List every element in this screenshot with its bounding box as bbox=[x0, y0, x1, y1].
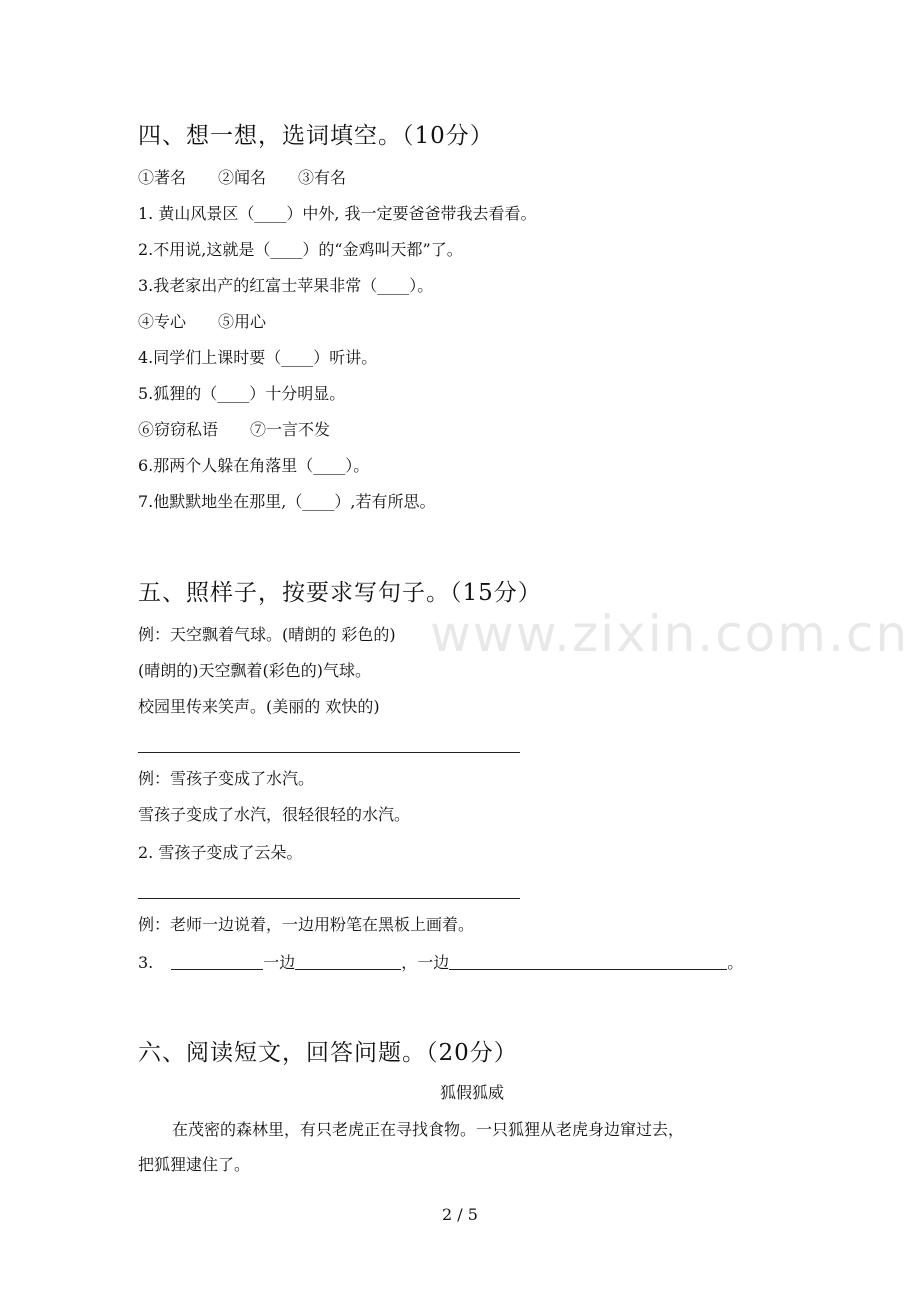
story-paragraph-1-continued: 把狐狸逮住了。 bbox=[138, 1155, 251, 1174]
section-4-question-4: 4.同学们上课时要（____）听讲。 bbox=[138, 348, 378, 367]
watermark: www.zixin.com.cn bbox=[430, 605, 910, 663]
question-3-end: 。 bbox=[727, 953, 744, 972]
section-5-example-2: 例：雪孩子变成了水汽。 bbox=[138, 769, 315, 788]
section-6-title: 六、阅读短文，回答问题。（20分） bbox=[138, 1040, 518, 1066]
section-5-title: 五、照样子，按要求写句子。（15分） bbox=[138, 580, 542, 606]
section-4-question-6: 6.那两个人躲在角落里（____）。 bbox=[138, 456, 370, 475]
section-5-example-1: 例：天空飘着气球。(晴朗的 彩色的) bbox=[138, 625, 396, 644]
section-5-example-1-answer: (晴朗的)天空飘着(彩色的)气球。 bbox=[138, 661, 371, 680]
section-4-options-1: ①著名 ②闻名 ③有名 bbox=[138, 168, 347, 187]
page-number: 2 / 5 bbox=[442, 1205, 478, 1224]
question-3-middle-1: 一边 bbox=[263, 953, 296, 972]
question-3-middle-2: ，一边 bbox=[401, 953, 450, 972]
blank-3b[interactable] bbox=[295, 953, 401, 970]
section-5-example-3: 例：老师一边说着，一边用粉笔在黑板上画着。 bbox=[138, 915, 475, 934]
section-5-question-3 bbox=[138, 952, 743, 974]
section-4-question-7: 7.他默默地坐在那里,（____）,若有所思。 bbox=[138, 492, 436, 511]
section-4-options-3: ⑥窃窃私语 ⑦一言不发 bbox=[138, 420, 331, 439]
blank-3c[interactable] bbox=[449, 953, 727, 970]
section-5-question-1: 校园里传来笑声。(美丽的 欢快的) bbox=[138, 697, 380, 716]
section-4-options-2: ④专心 ⑤用心 bbox=[138, 312, 267, 331]
section-4-question-1: 1. 黄山风景区（____）中外, 我一定要爸爸带我去看看。 bbox=[138, 204, 537, 223]
question-3-number: 3. bbox=[138, 953, 154, 972]
story-paragraph-1: 在茂密的森林里，有只老虎正在寻找食物。一只狐狸从老虎身边窜过去， bbox=[172, 1120, 685, 1139]
answer-line-2[interactable] bbox=[138, 898, 520, 899]
section-4-question-2: 2.不用说,这就是（____）的“金鸡叫天都”了。 bbox=[138, 240, 463, 259]
story-title: 狐假狐威 bbox=[440, 1083, 505, 1102]
section-5-question-2: 2. 雪孩子变成了云朵。 bbox=[138, 843, 303, 862]
section-4-question-5: 5.狐狸的（____）十分明显。 bbox=[138, 384, 346, 403]
section-4-title: 四、想一想，选词填空。（10分） bbox=[138, 123, 494, 149]
section-5-example-2-answer: 雪孩子变成了水汽，很轻很轻的水汽。 bbox=[138, 805, 411, 824]
answer-line-1[interactable] bbox=[138, 752, 520, 753]
blank-3a[interactable] bbox=[171, 953, 263, 970]
section-4-question-3: 3.我老家出产的红富士苹果非常（____）。 bbox=[138, 276, 434, 295]
